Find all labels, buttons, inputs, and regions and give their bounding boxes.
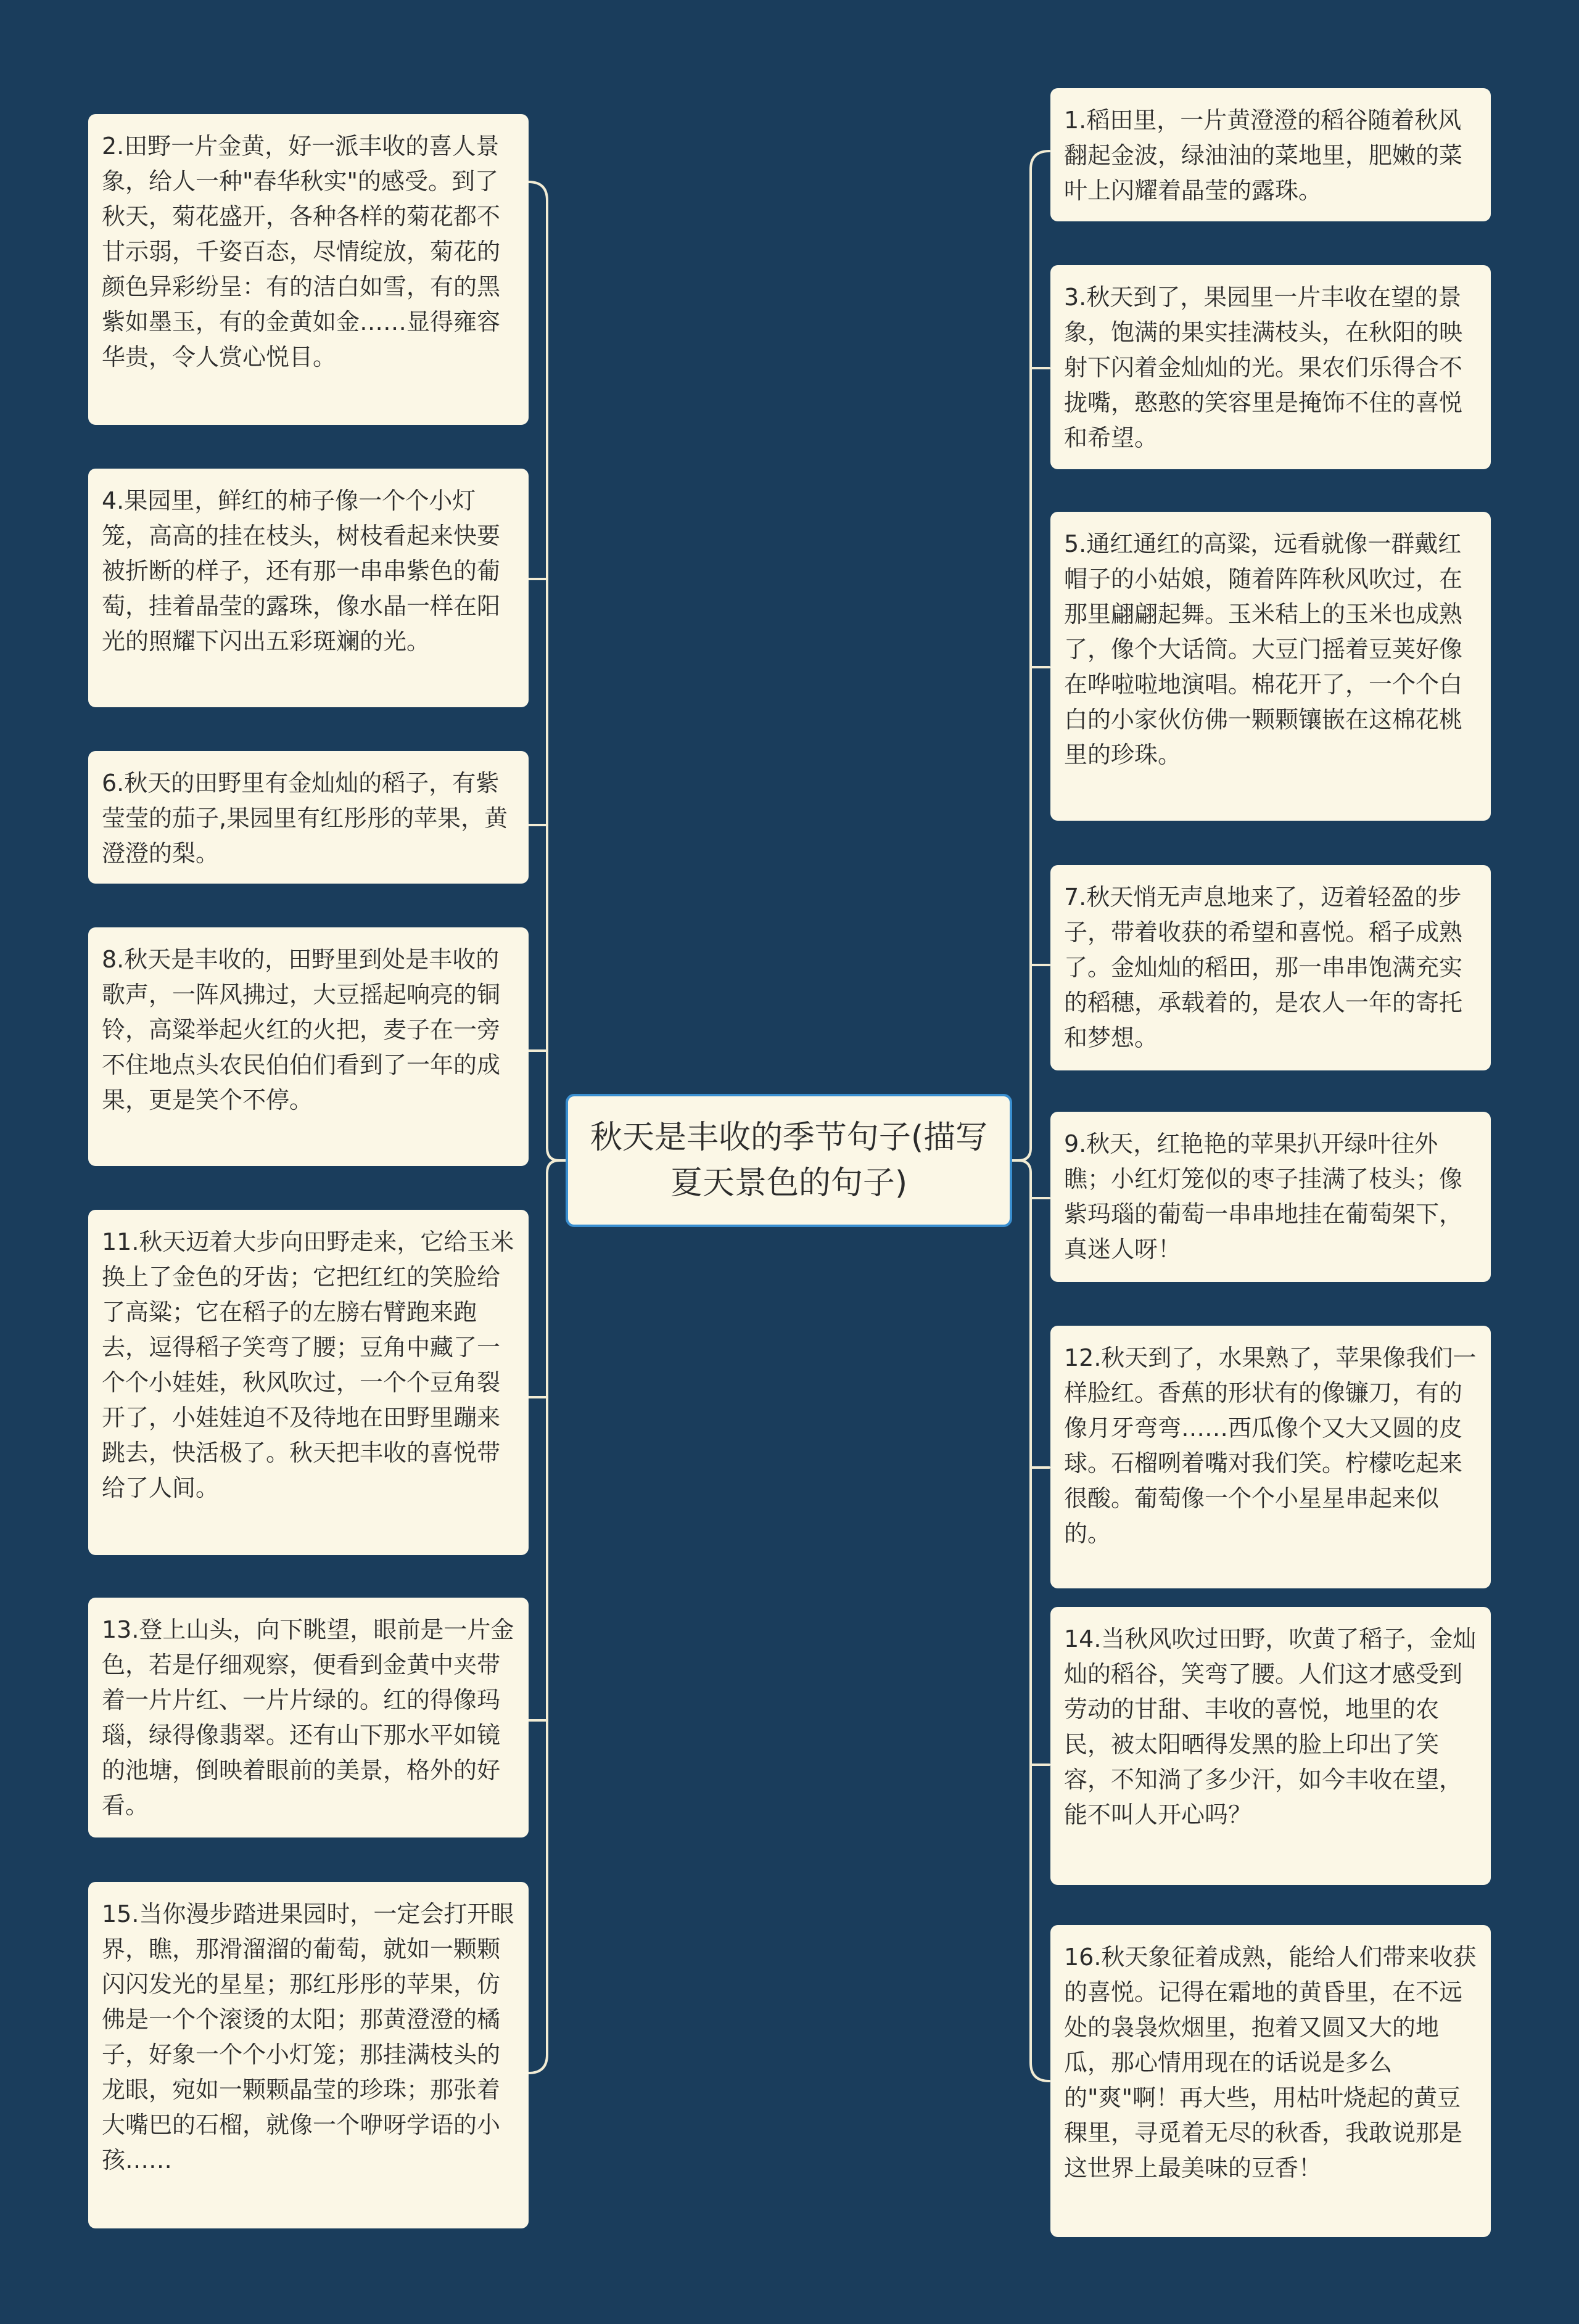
- sentence-text: 16.秋天象征着成熟，能给人们带来收获的喜悦。记得在霜地的黄昏里，在不远处的袅袅炊烟里，抱着又圆又大的地瓜，那心情用现在的话说是多么的"爽"啊！再大些，用枯叶烧起的黄豆稞里，寻觅着无尽的秋香，我敢说那是这世界上最美味的豆香！: [1064, 1944, 1477, 2182]
- sentence-text: 11.秋天迈着大步向田野走来，它给玉米换上了金色的牙齿；它把红红的笑脸给了高粱；它在稻子的左膀右臂跑来跑去，逗得稻子笑弯了腰；豆角中藏了一个个小娃娃，秋风吹过，一个个豆角裂开了，小娃娃迫不及待地在田野里蹦来跳去，快活极了。秋天把丰收的喜悦带给了人间。: [102, 1228, 514, 1501]
- sentence-node-7[interactable]: [1050, 865, 1491, 1070]
- sentence-node-13[interactable]: [88, 1598, 529, 1837]
- sentence-text: 2.田野一片金黄，好一派丰收的喜人景象，给人一种"春华秋实"的感受。到了秋天，菊花盛开，各种各样的菊花都不甘示弱，千姿百态，尽情绽放，菊花的颜色异彩纷呈：有的洁白如雪，有的黑紫如墨玉，有的金黄如金……显得雍容华贵，令人赏心悦目。: [102, 133, 501, 371]
- sentence-text: 1.稻田里，一片黄澄澄的稻谷随着秋风翻起金波，绿油油的菜地里，肥嫩的菜叶上闪耀着晶莹的露珠。: [1064, 107, 1463, 204]
- sentence-text: 5.通红通红的高粱，远看就像一群戴红帽子的小姑娘，随着阵阵秋风吹过，在那里翩翩起舞。玉米秸上的玉米也成熟了，像个大话筒。大豆门摇着豆荚好像在哗啦啦地演唱。棉花开了，一个个白白的小家伙仿佛一颗颗镶嵌在这棉花桃里的珍珠。: [1064, 530, 1463, 768]
- sentence-node-5[interactable]: [1050, 512, 1491, 821]
- left-bracket: [529, 182, 566, 2073]
- sentence-node-16[interactable]: [1050, 1925, 1491, 2237]
- sentence-node-2[interactable]: [88, 114, 529, 425]
- sentence-node-4[interactable]: [88, 469, 529, 707]
- sentence-node-14[interactable]: [1050, 1607, 1491, 1885]
- central-topic-text: 秋天是丰收的季节句子(描写夏天景色的句子): [590, 1119, 988, 1202]
- sentence-node-12[interactable]: [1050, 1326, 1491, 1588]
- sentence-text: 7.秋天悄无声息地来了，迈着轻盈的步子，带着收获的希望和喜悦。稻子成熟了。金灿灿的稻田，那一串串饱满充实的稻穗，承载着的，是农人一年的寄托和梦想。: [1064, 884, 1463, 1051]
- sentence-text: 8.秋天是丰收的，田野里到处是丰收的歌声，一阵风拂过，大豆摇起响亮的铜铃，高粱举起火红的火把，麦子在一旁不住地点头农民伯伯们看到了一年的成果，更是笑个不停。: [102, 946, 501, 1114]
- right-bracket: [1012, 151, 1049, 2081]
- sentence-text: 15.当你漫步踏进果园时，一定会打开眼界，瞧，那滑溜溜的葡萄，就如一颗颗闪闪发光的星星；那红彤彤的苹果，仿佛是一个个滚烫的太阳；那黄澄澄的橘子，好象一个个小灯笼；那挂满枝头的龙眼，宛如一颗颗晶莹的珍珠；那张着大嘴巴的石榴，就像一个咿呀学语的小孩……: [102, 1900, 514, 2174]
- sentence-text: 4.果园里，鲜红的柿子像一个个小灯笼，高高的挂在枝头，树枝看起来快要被折断的样子，还有那一串串紫色的葡萄，挂着晶莹的露珠，像水晶一样在阳光的照耀下闪出五彩斑斓的光。: [102, 487, 501, 655]
- sentence-node-15[interactable]: [88, 1882, 529, 2228]
- central-topic-node[interactable]: [566, 1094, 1012, 1227]
- sentence-text: 6.秋天的田野里有金灿灿的稻子，有紫莹莹的茄子,果园里有红彤彤的苹果，黄澄澄的梨。: [102, 770, 508, 867]
- sentence-node-6[interactable]: [88, 751, 529, 884]
- sentence-node-8[interactable]: [88, 927, 529, 1166]
- sentence-node-1[interactable]: [1050, 88, 1491, 221]
- sentence-text: 9.秋天，红艳艳的苹果扒开绿叶往外瞧；小红灯笼似的枣子挂满了枝头；像紫玛瑙的葡萄一串串地挂在葡萄架下，真迷人呀！: [1064, 1130, 1463, 1263]
- sentence-node-9[interactable]: [1050, 1112, 1491, 1282]
- sentence-text: 14.当秋风吹过田野，吹黄了稻子，金灿灿的稻谷，笑弯了腰。人们这才感受到劳动的甘甜、丰收的喜悦，地里的农民，被太阳晒得发黑的脸上印出了笑容，不知淌了多少汗，如今丰收在望，能不叫人开心吗？: [1064, 1625, 1477, 1828]
- sentence-node-11[interactable]: [88, 1210, 529, 1555]
- sentence-node-3[interactable]: [1050, 265, 1491, 469]
- sentence-text: 12.秋天到了，水果熟了，苹果像我们一样脸红。香蕉的形状有的像镰刀，有的像月牙弯弯……西瓜像个又大又圆的皮球。石榴咧着嘴对我们笑。柠檬吃起来很酸。葡萄像一个个小星星串起来似的。: [1064, 1344, 1477, 1547]
- sentence-text: 3.秋天到了，果园里一片丰收在望的景象，饱满的果实挂满枝头，在秋阳的映射下闪着金灿灿的光。果农们乐得合不拢嘴，憨憨的笑容里是掩饰不住的喜悦和希望。: [1064, 284, 1463, 451]
- sentence-text: 13.登上山头，向下眺望，眼前是一片金色，若是仔细观察，便看到金黄中夹带着一片片红、一片片绿的。红的得像玛瑙，绿得像翡翠。还有山下那水平如镜的池塘，倒映着眼前的美景，格外的好看。: [102, 1616, 514, 1819]
